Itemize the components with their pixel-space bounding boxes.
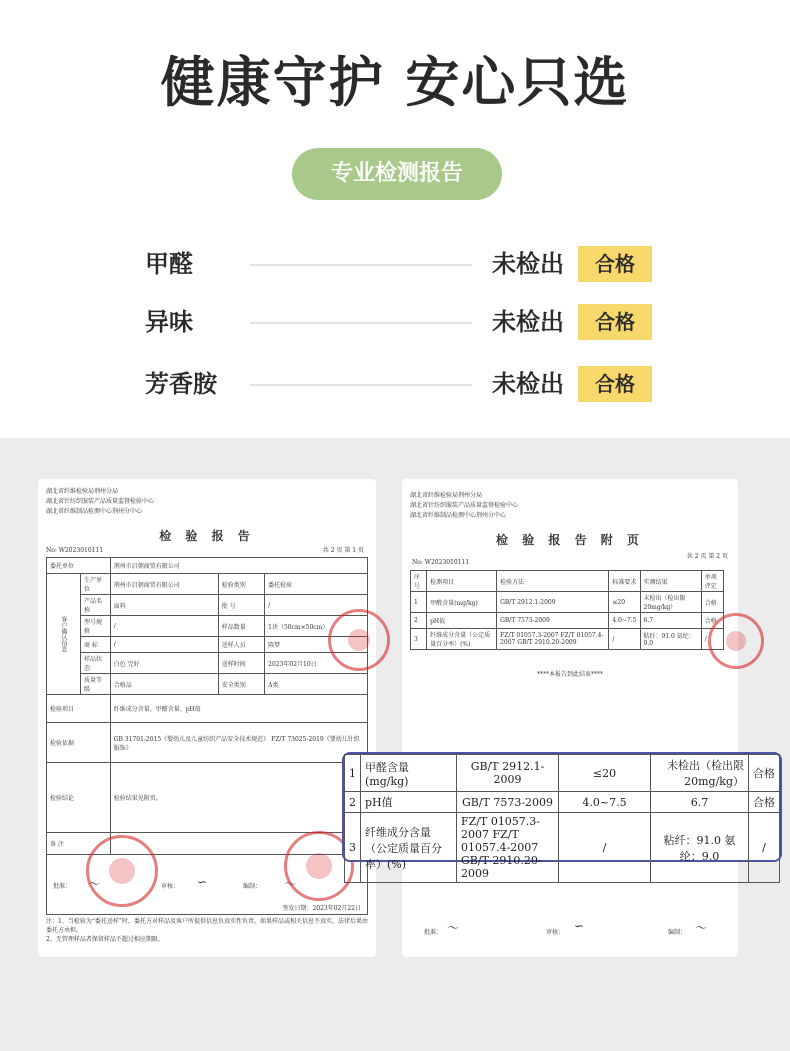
review-signature: ∽	[574, 919, 585, 933]
cell: FZ/T 01057.3-2007 FZ/T 01057.4-2007 GB/T 2910.20-2009	[457, 813, 559, 883]
cell: 合格	[701, 613, 723, 629]
field-label: 样品数量	[218, 616, 264, 637]
field-value: 合格品	[110, 674, 218, 695]
cell: /	[559, 813, 651, 883]
report-title: 检 验 报 告 附 页	[496, 533, 644, 547]
report-number: No: W2023010111	[412, 559, 470, 566]
field-value: /	[110, 637, 218, 653]
cell: 甲醛含量(mg/kg)	[361, 755, 457, 792]
org-line: 湖北省针纺织服装产品质量监督检验中心	[46, 498, 155, 505]
field-label: 产品名称	[81, 595, 111, 616]
items-value: 纤维成分含量、甲醛含量、pH值	[110, 695, 367, 723]
dotted-divider	[250, 322, 472, 324]
field-value: 陈梦	[265, 637, 368, 653]
footnotes	[46, 917, 368, 944]
col-header: 实测结果	[640, 571, 701, 592]
field-label: 质量等级	[81, 674, 111, 695]
cell: ≤20	[559, 755, 651, 792]
note-label: 备 注	[47, 833, 111, 855]
table-row	[345, 792, 780, 813]
cell: ≤20	[609, 592, 640, 613]
field-label: 送样时间	[218, 653, 264, 674]
pass-badge: 合格	[578, 366, 652, 402]
field-label: 安全类别	[218, 674, 264, 695]
report-label-pill: 专业检测报告	[292, 148, 502, 200]
cell: 4.0~7.5	[609, 613, 640, 629]
cell: 未检出（检出限20mg/kg）	[640, 592, 701, 613]
cell: GB/T 7573-2009	[457, 792, 559, 813]
cell: 甲醛含量(mg/kg)	[427, 592, 497, 613]
org-header	[46, 487, 154, 517]
cell: 6.7	[640, 613, 701, 629]
items-label: 检验项目	[47, 695, 111, 723]
field-value: 荆州市启朝商贸有限公司	[110, 574, 218, 595]
cell: 纤维成分含量（公定质量百分率）(%)	[361, 813, 457, 883]
cell: 粘纤：91.0 氨纶：9.0	[640, 629, 701, 650]
field-value: 2023年02月10日	[265, 653, 368, 674]
cell: /	[701, 629, 723, 650]
result-row-formaldehyde	[0, 244, 790, 284]
cell: 3	[411, 629, 427, 650]
pass-badge: 合格	[578, 246, 652, 282]
col-header: 检测项目	[427, 571, 497, 592]
red-seal-stamp	[328, 609, 390, 671]
approve-label: 批准：	[53, 883, 72, 890]
cell: 合格	[701, 592, 723, 613]
cell: 合格	[749, 792, 780, 813]
dotted-divider	[250, 264, 472, 266]
cell: /	[609, 629, 640, 650]
field-label: 商 标	[81, 637, 111, 653]
approve-label: 批准：	[424, 929, 443, 936]
col-header: 标准要求	[609, 571, 640, 592]
field-value: 委托检验	[265, 574, 368, 595]
col-header: 检验方法	[497, 571, 609, 592]
approve-signature: 〜	[446, 921, 459, 935]
report-images-section	[0, 438, 790, 1051]
side-label: 客户确认信息	[47, 574, 81, 695]
org-line: 湖北省纤维检验局荆州分局	[46, 488, 119, 495]
col-header: 序号	[411, 571, 427, 592]
table-row	[411, 592, 724, 613]
client-value: 荆州市启朝商贸有限公司	[110, 558, 367, 574]
result-name: 异味	[145, 308, 193, 336]
cell: GB/T 2912.1-2009	[497, 592, 609, 613]
cell: 4.0~7.5	[559, 792, 651, 813]
compile-label: 编制：	[668, 929, 687, 936]
org-line: 湖北省纤维制品检测中心荆州分中心	[46, 508, 143, 515]
field-value: /	[265, 595, 368, 616]
field-label: 生产单位	[81, 574, 111, 595]
cell: 1	[411, 592, 427, 613]
page-indicator: 共 2 页 第 1 页	[322, 547, 364, 554]
basis-value: GB 31701-2015《婴幼儿及儿童纺织产品安全技术规范》 FZ/T 73025-2019《婴幼儿针织服饰》	[110, 723, 367, 763]
field-value: 面料	[110, 595, 218, 616]
cell: pH值	[361, 792, 457, 813]
table-row	[411, 629, 724, 650]
org-line: 湖北省纤维检验局荆州分局	[410, 492, 483, 499]
field-value: 白色 完好	[110, 653, 218, 674]
field-value: 1块（50cm×50cm）	[265, 616, 368, 637]
result-name: 甲醛	[145, 250, 193, 278]
result-value: 未检出	[492, 308, 564, 336]
compile-signature: ～	[694, 921, 707, 935]
approve-signature: 〜	[87, 877, 100, 891]
cell: GB/T 7573-2009	[497, 613, 609, 629]
field-label: 型号规格	[81, 616, 111, 637]
field-label: 检验类别	[218, 574, 264, 595]
basis-label: 检验依据	[47, 723, 111, 763]
table-row	[411, 613, 724, 629]
cell: 粘纤：91.0 氨纶：9.0	[651, 813, 749, 883]
cell: FZ/T 01057.3-2007 FZ/T 01057.4-2007 GB/T 2910.20-2009	[497, 629, 609, 650]
cell: 2	[411, 613, 427, 629]
cell: /	[749, 813, 780, 883]
table-row	[345, 755, 780, 792]
cell: 6.7	[651, 792, 749, 813]
report-title: 检 验 报 告	[159, 529, 255, 543]
report-number: No: W2023010111	[46, 547, 104, 554]
cell: GB/T 2912.1-2009	[457, 755, 559, 792]
result-row-aromatic-amine	[0, 364, 790, 404]
field-label: 样品状态	[81, 653, 111, 674]
review-label: 审核：	[546, 929, 565, 936]
cell: 3	[345, 813, 361, 883]
table-row	[345, 813, 780, 883]
org-header	[410, 491, 518, 521]
sign-date: 签发日期：2023年02月22日	[282, 905, 361, 912]
review-signature: ∽	[197, 875, 208, 889]
page-indicator: 共 2 页 第 2 页	[686, 553, 728, 560]
zoomed-result-table	[344, 754, 780, 883]
cell: pH值	[427, 613, 497, 629]
review-label: 审核：	[161, 883, 180, 890]
page-headline: 健康守护 安心只选	[160, 51, 630, 114]
result-value: 未检出	[492, 250, 564, 278]
field-value: A类	[265, 674, 368, 695]
compile-signature: ～	[283, 877, 296, 891]
inspection-report-page-2	[402, 479, 738, 957]
cell: 2	[345, 792, 361, 813]
conclusion-label: 检验结论	[47, 763, 111, 833]
result-row-odor	[0, 302, 790, 342]
top-section	[0, 0, 790, 438]
conclusion-value: 检验结果见附页。	[110, 763, 367, 833]
field-label: 送样人员	[218, 637, 264, 653]
cell: 合格	[749, 755, 780, 792]
org-line: 湖北省针纺织服装产品质量监督检验中心	[410, 502, 519, 509]
footnote: 2、无管理样品者保留样品不超过相应期限。	[46, 936, 164, 943]
zoomed-result-callout	[342, 752, 782, 880]
result-value: 未检出	[492, 370, 564, 398]
client-label: 委托单位	[47, 558, 111, 574]
field-value: /	[110, 616, 218, 637]
dotted-divider	[250, 384, 472, 386]
pass-badge: 合格	[578, 304, 652, 340]
org-line: 湖北省纤维制品检测中心荆州分中心	[410, 512, 507, 519]
cell: 纤维成分含量（公定质量百分率）(%)	[427, 629, 497, 650]
field-label: 批 号	[218, 595, 264, 616]
result-table	[410, 570, 724, 650]
inspection-report-page-1	[38, 479, 376, 957]
footnote: 注：1、当检验为“委托送样”时，委托方对样品及客户所提供信息负真实性负责，如果样品或相关信息不真实，法律后果由委托方承担。	[46, 918, 368, 934]
end-note: ****本报告到此结束****	[536, 671, 603, 678]
compile-label: 编制：	[243, 883, 262, 890]
cell: 1	[345, 755, 361, 792]
result-name: 芳香胺	[145, 370, 217, 398]
red-seal-stamp	[708, 613, 764, 669]
red-seal-stamp	[86, 835, 158, 907]
col-header: 单项评定	[701, 571, 723, 592]
cell: 未检出（检出限20mg/kg）	[651, 755, 749, 792]
